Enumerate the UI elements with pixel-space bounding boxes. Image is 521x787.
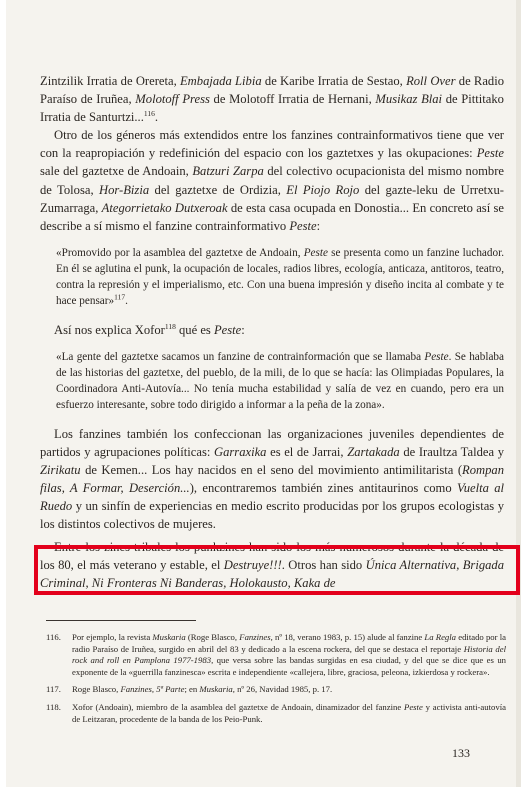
- italic-text: Ategorrietako Dutxeroak: [101, 200, 228, 215]
- text-run: qué es: [175, 322, 214, 337]
- footnote-text: [72, 702, 506, 724]
- text-run: del colectivo ocupacionista del mismo nombre de Tolosa,: [40, 164, 504, 197]
- paragraph-2: [40, 126, 504, 235]
- text-run: :: [316, 218, 321, 233]
- text-run: «La gente del gaztetxe sacamos un fanzine de contrainformación que se llamaba: [56, 350, 425, 363]
- text-run: de Pittitako Irratia de Santurtzi...: [40, 92, 504, 125]
- text-run: .: [154, 110, 158, 125]
- text-run: de esta casa ocupada en Donostia... En concreto así se describe a sí mismo el fanzine contrainformativo: [40, 200, 504, 233]
- text-run: . Se hablaba de las historias del gaztetxe, del pueblo, de la mili, de lo que se hacía: las Olimpiadas Populares, la Coordinadora Anti-Autovía... No tenía mucha estabilidad y salía de vez en cuando, pero era un esfuerzo interesante, sobre todo dirigido a informar a la peña de la zona».: [56, 350, 504, 411]
- text-run: sale del gaztetxe de Andoain,: [40, 164, 193, 179]
- footnote-reference: 118: [164, 321, 176, 331]
- text-run: , nº 18, verano 1983, p. 15) alude al fanzine: [270, 632, 425, 642]
- italic-text: Embajada Libia: [179, 74, 262, 88]
- italic-text: Peste: [213, 322, 242, 337]
- footnote-divider: [46, 620, 196, 621]
- italic-text: Peste: [476, 146, 504, 161]
- italic-text: Batzuri Zarpa: [192, 164, 264, 179]
- body-text: [40, 72, 504, 592]
- paragraph-1: [40, 72, 504, 126]
- text-run: ; en: [184, 684, 200, 695]
- italic-text: Peste: [303, 246, 328, 259]
- text-run: (Roge Blasco,: [185, 632, 240, 642]
- text-run: de Kemen... Los hay nacidos en el seno del movimiento antimilitarista (: [80, 463, 463, 478]
- block-quote-2: [56, 349, 504, 413]
- footnote-reference: 117: [114, 292, 126, 302]
- italic-text: Fanzines: [239, 632, 271, 642]
- text-run: de Molotoff Irratia de Hernani,: [209, 92, 376, 107]
- text-run: Otro de los géneros más extendidos entre los fanzines contrainformativos tiene que ver con la reapropiación y redefinición del espacio con los gaztetxes y las okupaciones:: [40, 128, 504, 161]
- text-run: Entre los zines tribales los punkzines han sido los más numerosos durante la década de los 80, el más veterano y estable, el: [40, 539, 504, 572]
- text-run: Los fanzines también los confeccionan las organizaciones juveniles dependientes de partidos y agrupaciones políticas:: [40, 426, 504, 460]
- italic-text: Muskaria: [152, 632, 186, 642]
- text-run: es el de Jarrai,: [266, 445, 348, 460]
- italic-text: Peste: [289, 218, 317, 233]
- text-run: del gazte-leku de Urretxu-Zumarraga,: [40, 182, 504, 215]
- italic-text: Peste: [424, 350, 449, 363]
- text-run: .: [125, 294, 128, 307]
- footnote-116: [46, 632, 506, 678]
- italic-text: Zirikatu: [40, 463, 81, 478]
- italic-text: Hor-Bizia: [99, 182, 150, 197]
- italic-text: Musikaz Blai: [375, 92, 443, 107]
- text-run: de Iraultza Taldea y: [399, 445, 504, 460]
- text-run: de Karibe Irratia de Sestao,: [261, 74, 407, 88]
- text-run: ), encontraremos también zines antitaurinos como: [189, 481, 457, 496]
- paragraph-3: [40, 321, 504, 339]
- italic-text: Garraxika: [214, 445, 267, 460]
- text-run: , nº 26, Navidad 1985, p. 17.: [232, 684, 333, 695]
- italic-text: Historia del rock and roll en Pamplona 1977-1983: [72, 643, 507, 666]
- footnote-reference: 116: [143, 109, 155, 118]
- italic-text: Fanzines, 5ª Parte: [120, 684, 185, 695]
- italic-text: Peste: [404, 701, 423, 712]
- footnote-text: [72, 684, 332, 694]
- italic-text: Rompan filas, A Formar, Deserción...: [40, 463, 504, 496]
- text-run: del gaztetxe de Ordizia,: [149, 182, 287, 197]
- text-run: y activista anti-autovía de Leitzaran, procedente de la banda de los Peio-Punk.: [72, 701, 506, 724]
- text-run: «Promovido por la asamblea del gaztetxe de Andoain,: [56, 246, 304, 259]
- italic-text: Zartakada: [347, 445, 400, 460]
- footnote-number: 117.: [46, 684, 61, 695]
- italic-text: Única Alternativa, Brigada Criminal, Ni Fronteras Ni Banderas, Holokausto, Kaka de: [40, 557, 505, 590]
- block-quote-1: [56, 245, 504, 309]
- text-run: Xofor (Andoain), miembro de la asamblea del gaztetxe de Andoain, dinamizador del fanzine: [72, 701, 405, 712]
- text-run: y un sinfín de experiencias en medio escrito producidas por los grupos ecologistas y los distintos colectivos de mujeres.: [40, 499, 504, 532]
- text-run: se presenta como un fanzine luchador. En él se aglutina el punk, la ocupación de locales, radios libres, ecología, anticaza, antitoros, teatro, contra la represión y el imperialismo, etc. Con una buena impresión y diseño incita al combate y te hace pensar»: [56, 246, 504, 307]
- text-run: Así nos explica Xofor: [54, 322, 165, 337]
- text-run: . Otros han sido: [281, 557, 366, 572]
- text-run: de Radio Paraíso de Iruñea,: [40, 74, 505, 107]
- text-run: , que versa sobre las bandas surgidas en esa ciudad, y del que se dice que es un exponente de la «guerrilla fanzinesca» escrita e independiente «callejera, libre, graciosa, peleona, izkierdosa y rockera».: [72, 655, 507, 677]
- italic-text: El Piojo Rojo: [286, 182, 360, 197]
- italic-text: Molotoff Press: [135, 92, 210, 107]
- text-run: Roge Blasco,: [72, 684, 121, 695]
- footnote-118: [46, 702, 506, 725]
- page-number: 133: [452, 746, 470, 760]
- italic-text: Vuelta al Ruedo: [40, 481, 505, 514]
- footnote-number: 118.: [46, 701, 61, 712]
- text-run: editado por la radio Paraíso de Iruñea, surgido en abril del 83 y dedicado a la escena rockera, del que se destaca el reportaje: [72, 632, 506, 654]
- footnote-number: 116.: [46, 632, 61, 642]
- italic-text: Muskaria: [199, 684, 233, 695]
- text-run: Zintzilik Irratia de Orereta,: [40, 74, 180, 88]
- highlight-box: [34, 545, 520, 595]
- italic-text: Roll Over: [406, 74, 456, 88]
- text-run: :: [241, 322, 245, 337]
- footnote-117: [46, 684, 506, 696]
- italic-text: La Regla: [424, 632, 457, 642]
- text-run: Por ejemplo, la revista: [72, 632, 153, 642]
- italic-text: Destruye!!!: [223, 557, 282, 572]
- footnotes: [46, 632, 506, 731]
- footnote-text: [72, 632, 506, 677]
- paragraph-4: [40, 425, 504, 534]
